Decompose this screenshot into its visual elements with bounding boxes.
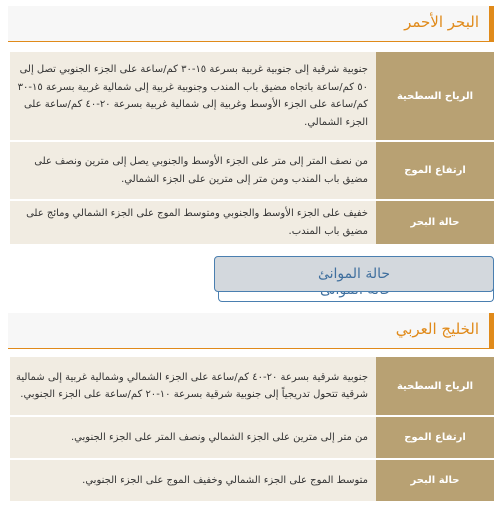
red-sea-table [8,52,494,246]
surface-winds-label: الرياح السطحية [376,357,494,416]
table-row [9,357,494,416]
header-divider [8,41,489,42]
arabian-gulf-header [8,313,494,349]
wave-height-value: من متر إلى مترين على الجزء الشمالي ونصف المتر على الجزء الجنوبي. [9,416,376,459]
table-row [9,200,494,245]
arabian-gulf-table [8,357,494,503]
sea-state-label: حالة البحر [376,459,494,502]
wave-height-label: ارتفاع الموج [376,416,494,459]
ports-status-widget [214,256,494,292]
wave-height-label: ارتفاع الموج [376,141,494,200]
surface-winds-value: جنوبية شرقية إلى جنوبية غربية بسرعة ١٥-٣٠ كم/ساعة على الجزء الجنوبي تصل إلى ٥٠ كم/ساعة باتجاه مضيق باب المندب وجنوبية غربية إلى شمالية غربية بسرعة ١٥-٣٠ كم/ساعة على الجزء الأوسط وغربية إلى شمالية غربية بسرعة ٢٠-٤٠ كم/ساعة على الجزء الشمالي. [9,52,376,141]
wave-height-value: من نصف المتر إلى متر على الجزء الأوسط والجنوبي يصل إلى مترين ونصف على مضيق باب المندب ومن متر إلى مترين على الجزء الشمالي. [9,141,376,200]
red-sea-title: البحر الأحمر [404,13,479,31]
table-row [9,459,494,502]
table-row [9,416,494,459]
header-divider [8,348,489,349]
sea-state-value: خفيف على الجزء الأوسط والجنوبي ومتوسط الموج على الجزء الشمالي ومائج على مضيق باب المندب. [9,200,376,245]
surface-winds-value: جنوبية شرقية بسرعة ٢٠-٤٠ كم/ساعة على الجزء الشمالي وشمالية غربية إلى شمالية شرقية تتحول تدريجياً إلى جنوبية شرقية بسرعة ١٠-٢٠ كم/ساعة على الجزء الجنوبي. [9,357,376,416]
sea-state-label: حالة البحر [376,200,494,245]
ports-status-button-label: حالة الموانئ [317,266,391,282]
table-row [9,52,494,141]
arabian-gulf-title: الخليج العربي [395,320,479,338]
red-sea-header [8,6,494,42]
table-row [9,141,494,200]
ports-status-button[interactable] [214,256,494,292]
sea-state-value: متوسط الموج على الجزء الشمالي وخفيف الموج على الجزء الجنوبي. [9,459,376,502]
surface-winds-label: الرياح السطحية [376,52,494,141]
